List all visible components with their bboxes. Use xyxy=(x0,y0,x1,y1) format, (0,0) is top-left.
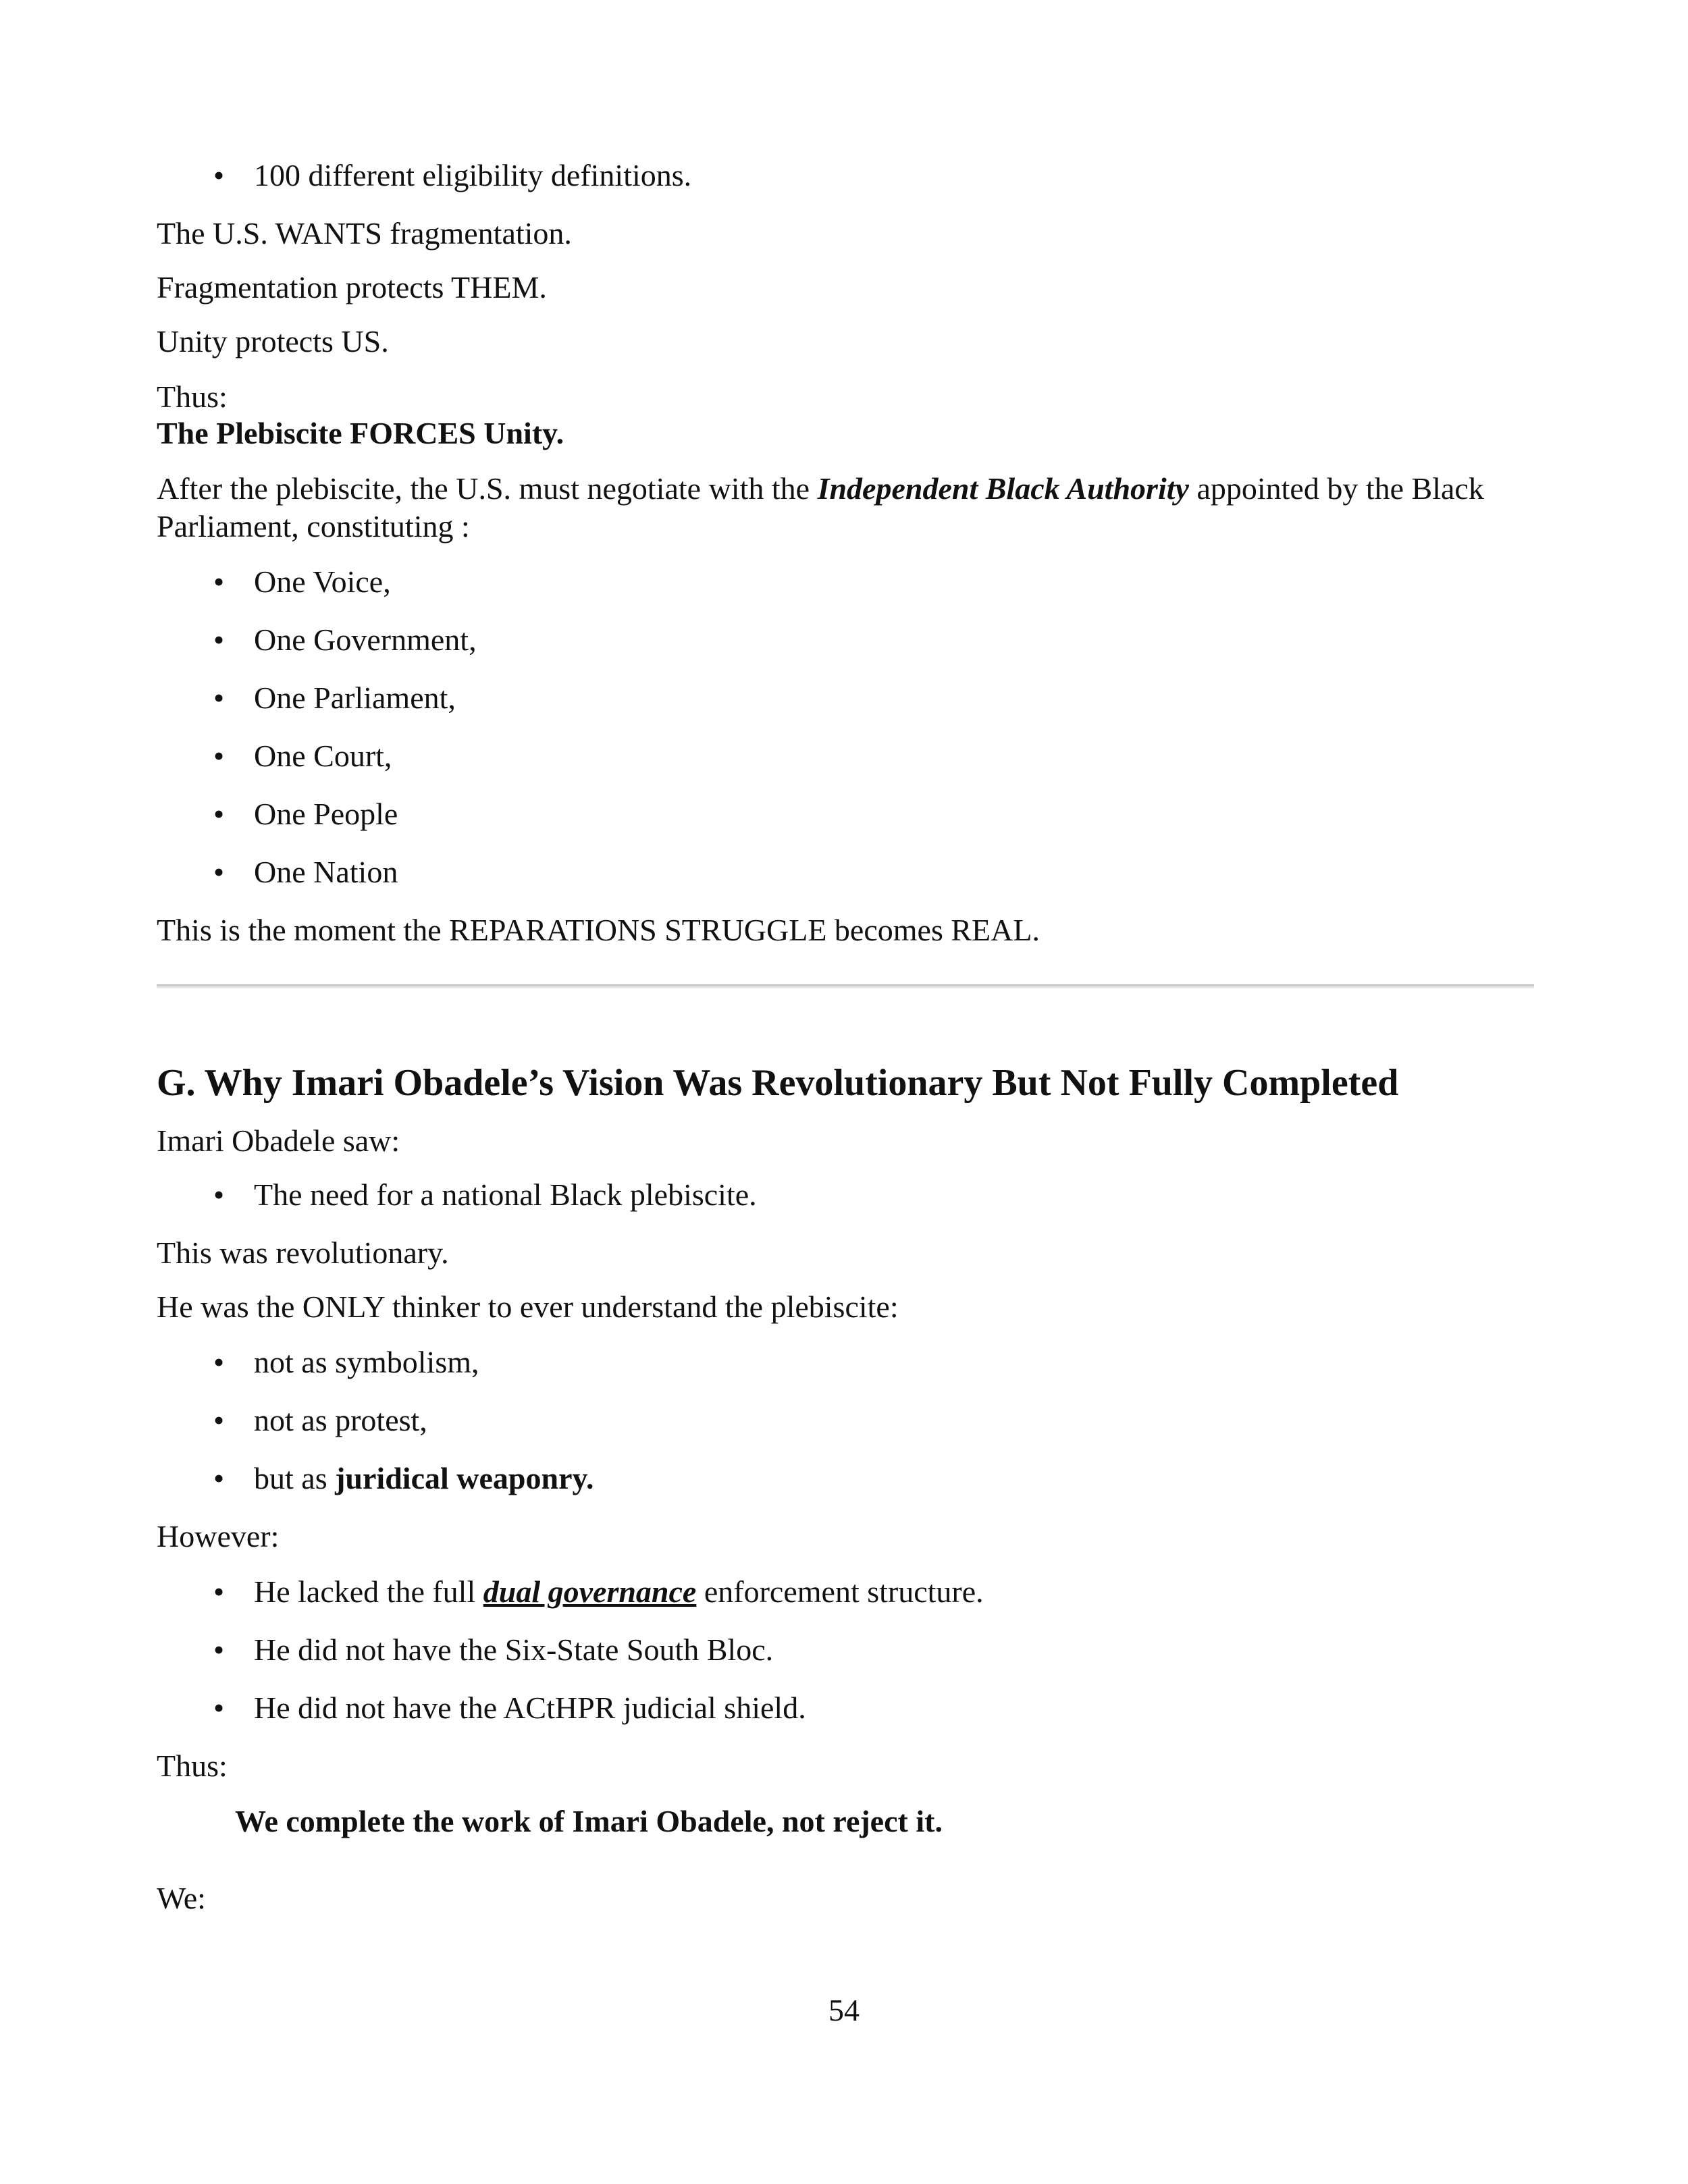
paragraph: Imari Obadele saw: xyxy=(157,1123,400,1158)
paragraph: The U.S. WANTS fragmentation. xyxy=(157,216,572,250)
paragraph: This was revolutionary. xyxy=(157,1235,449,1270)
bullet-icon: • xyxy=(213,797,225,831)
paragraph: Thus: xyxy=(157,1749,228,1783)
bullet-icon: • xyxy=(213,622,225,657)
bullet-icon: • xyxy=(213,1177,225,1212)
horizontal-divider xyxy=(157,984,1534,988)
bullet-icon: • xyxy=(213,158,225,192)
paragraph: This is the moment the REPARATIONS STRUGGLE becomes REAL. xyxy=(157,913,1040,947)
bullet-icon: • xyxy=(213,1574,225,1609)
emphasis: Independent Black Authority xyxy=(817,471,1189,506)
bullet-icon: • xyxy=(213,739,225,773)
bullet-icon: • xyxy=(213,681,225,715)
bullet-icon: • xyxy=(213,1345,225,1379)
paragraph: Thus: xyxy=(157,379,228,414)
emphasis: dual governance xyxy=(483,1574,697,1609)
paragraph: He was the ONLY thinker to ever understand the plebiscite: xyxy=(157,1289,899,1324)
bullet-icon: • xyxy=(213,1690,225,1725)
paragraph: After the plebiscite, the U.S. must negotiate with the Independent Black Authority appointed by the Black Parliament, constituting : xyxy=(157,471,1484,543)
bullet-icon: • xyxy=(213,1403,225,1437)
paragraph: Unity protects US. xyxy=(157,324,389,358)
bold-statement: We complete the work of Imari Obadele, not reject it. xyxy=(235,1804,943,1838)
bullet-icon: • xyxy=(213,1632,225,1667)
emphasis: juridical weaponry. xyxy=(335,1461,594,1495)
bullet-icon: • xyxy=(213,1461,225,1495)
paragraph: Fragmentation protects THEM. xyxy=(157,270,547,304)
bullet-icon: • xyxy=(213,855,225,889)
section-heading: G. Why Imari Obadele’s Vision Was Revolutionary But Not Fully Completed xyxy=(157,1062,1399,1104)
document-page: • 100 different eligibility definitions. The U.S. WANTS fragmentation. Fragmentation protects THEM. Unity protects US. Thus: The Plebiscite FORCES Unity. After the plebiscite, the U.S. must negotiate with the Independent Black Authority appointed by the Black Parliament, constituting : • One Voice, • One Government, • One Parliament, • One Court, • One People • One Nation This is the moment the REPARATIONS STRUGGLE becomes REAL. G. Why Imari Obadele’s Vision Was Revolutionary But Not Fully Completed Imari Obadele saw: • The need for a national Black plebiscite. This was revolutionary. He was the ONLY thinker to ever understand the plebiscite: • not as symbolism, • not as protest, • but as juridical weaponry. However: • He lacked the full dual governance enforcement structure. • He did not have the Six-State South Bloc. • He did not have the ACtHPR judicial shield. Thus: We complete the work of Imari Obadele, not reject it. We: 54 xyxy=(0,0,1688,2184)
paragraph: We: xyxy=(157,1881,206,1915)
paragraph: However: xyxy=(157,1519,280,1553)
bold-statement: The Plebiscite FORCES Unity. xyxy=(157,416,564,450)
page-number: 54 xyxy=(828,1993,860,2027)
bullet-icon: • xyxy=(213,564,225,599)
